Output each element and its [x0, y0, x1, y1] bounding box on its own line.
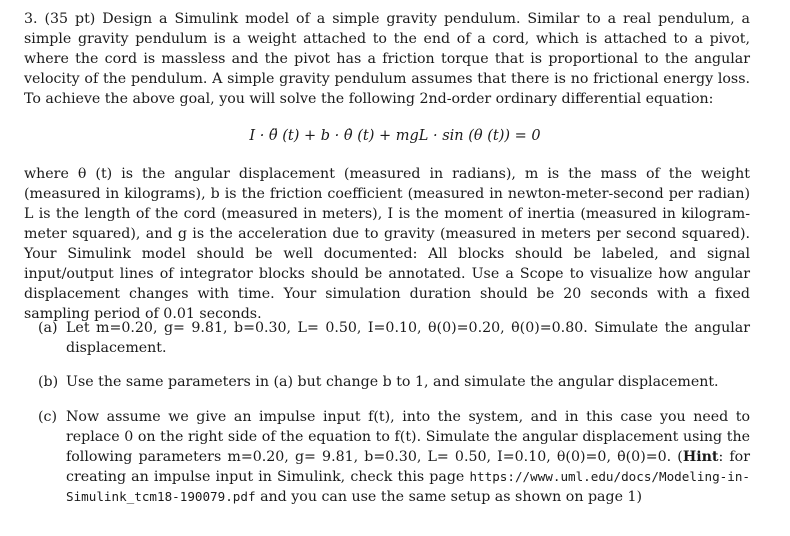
part-a-text: Let m=0.20, g= 9.81, b=0.30, L= 0.50, I=0.10, θ(0)=0.20, θ̇(0)=0.80. Simulate the angular displacement. [66, 320, 750, 356]
part-b-label: (b) [38, 374, 59, 390]
part-c-text-end: and you can use the same setup as shown on page 1) [255, 489, 643, 505]
problem-parts [24, 318, 750, 507]
part-b-text: Use the same parameters in (a) but change b to 1, and simulate the angular displacement. [66, 374, 719, 390]
pendulum-equation: I · θ̈ (t) + b · θ̇ (t) + mgL · sin (θ (t)) = 0 [249, 128, 541, 144]
part-a [24, 318, 750, 358]
hint-text: : for creating an impulse input in Simulink, check this page [66, 449, 750, 485]
part-c [24, 407, 750, 507]
part-b [24, 372, 750, 392]
part-c-label: (c) [38, 409, 58, 425]
part-a-label: (a) [38, 320, 58, 336]
problem-intro: 3. (35 pt) Design a Simulink model of a simple gravity pendulum. Similar to a real pendulum, a simple gravity pendulum is a weight attached to the end of a cord, which is attached to a pivot, where the cord is massless and the pivot has a friction torque that is proportional to the angular velocity of the pendulum. A simple gravity pendulum assumes that there is no frictional energy loss. To achieve the above goal, you will solve the following 2nd-order ordinary differential equation: [24, 11, 750, 107]
hint-url-link[interactable]: https://www.uml.edu/docs/Modeling-in-Simulink_tcm18-190079.pdf [66, 469, 750, 504]
variable-definitions: where θ (t) is the angular displacement (measured in radians), m is the mass of the weight (measured in kilograms), b is the friction coefficient (measured in newton-meter-second per radian) L is the length of the cord (measured in meters), I is the moment of inertia (measured in kilogram-meter squared), and g is the acceleration due to gravity (measured in meters per second squared). Your Simulink model should be well documented: All blocks should be labeled, and signal input/output lines of integrator blocks should be annotated. Use a Scope to visualize how angular displacement changes with time. Your simulation duration should be 20 seconds with a fixed sampling period of 0.01 seconds. [24, 166, 750, 322]
part-c-text: Now assume we give an impulse input f(t), into the system, and in this case you need to replace 0 on the right side of the equation to f(t). Simulate the angular displacement using the following parameters m=0.20, g= 9.81, b=0.30, L= 0.50, I=0.10, θ(0)=0, θ̇(0)=0. ( [66, 409, 750, 465]
hint-label: Hint [682, 449, 719, 465]
